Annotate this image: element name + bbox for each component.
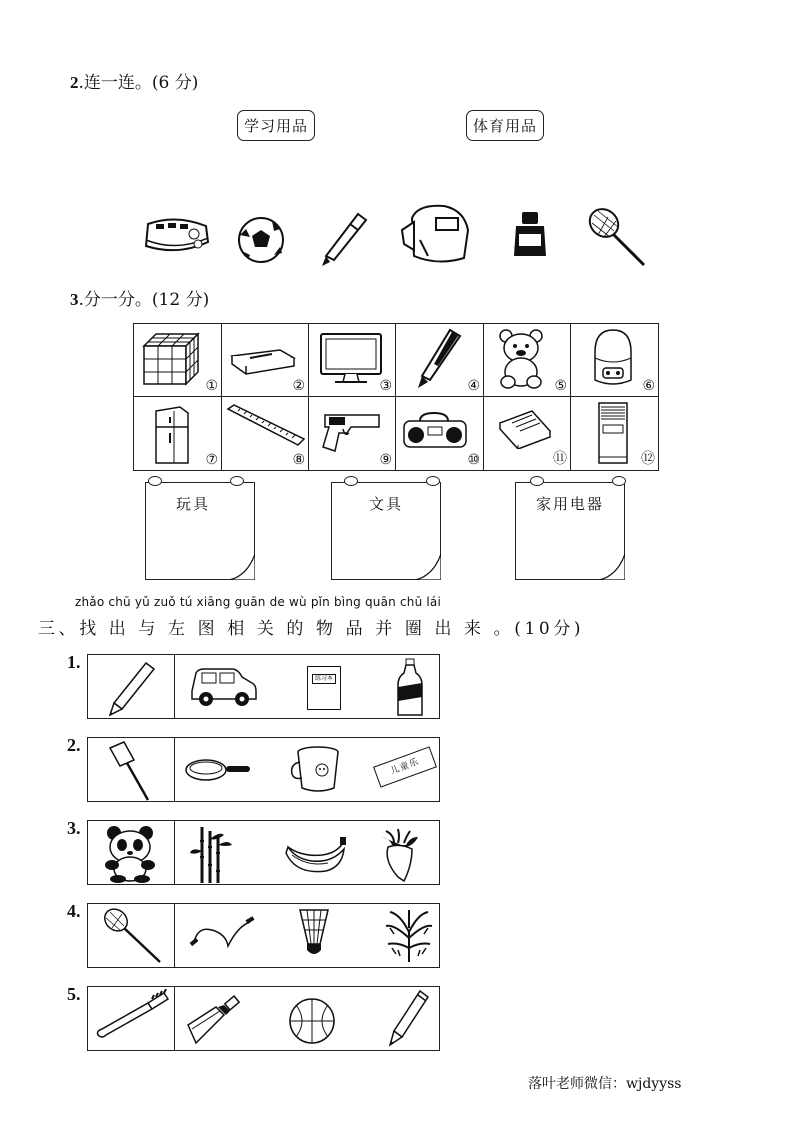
car-icon[interactable] xyxy=(188,665,258,709)
notebook-icon[interactable] xyxy=(307,666,341,710)
note-stationery[interactable] xyxy=(331,482,441,580)
note-title: 文具 xyxy=(368,495,403,513)
rice-cooker-icon xyxy=(589,328,637,390)
row-number: 5. xyxy=(67,984,81,1004)
row-number: 1. xyxy=(67,652,81,672)
rubiks-cube-icon xyxy=(140,330,200,386)
grid-cell-5[interactable] xyxy=(484,324,571,397)
panda-icon xyxy=(100,825,162,883)
pencil-icon xyxy=(108,659,156,717)
shuttlecock-icon[interactable] xyxy=(296,906,332,966)
page-curl-icon xyxy=(599,554,625,580)
row-divider xyxy=(174,655,175,718)
eraser-icon[interactable] xyxy=(373,746,437,787)
match-row-5 xyxy=(87,986,440,1051)
row-divider xyxy=(174,987,175,1050)
binder-ring xyxy=(612,476,626,486)
cell-number: ⑫ xyxy=(641,451,655,467)
category-study-supplies[interactable]: 学习用品 xyxy=(237,110,315,141)
cell-number: ⑥ xyxy=(642,378,655,394)
binder-ring xyxy=(148,476,162,486)
eraser-label: 儿童乐 xyxy=(389,757,421,777)
toothpaste-icon[interactable] xyxy=(184,991,242,1047)
row-number: 2. xyxy=(67,735,81,755)
cell-number: ⑦ xyxy=(205,452,218,468)
row-divider xyxy=(174,821,175,884)
q2-title: 2.连一连。(6 分) xyxy=(70,73,199,93)
pencil-icon[interactable] xyxy=(388,989,430,1049)
grid-cell-3[interactable] xyxy=(309,324,396,397)
grid-cell-2[interactable] xyxy=(222,324,309,397)
radish-icon[interactable] xyxy=(376,827,424,883)
row-divider xyxy=(174,738,175,801)
binder-ring xyxy=(344,476,358,486)
note-appliances[interactable] xyxy=(515,482,625,580)
match-row-4 xyxy=(87,903,440,968)
category-sports-supplies[interactable]: 体育用品 xyxy=(466,110,544,141)
grid-cell-12[interactable] xyxy=(571,397,658,470)
binder-ring xyxy=(426,476,440,486)
grid-cell-6[interactable] xyxy=(571,324,658,397)
ink-bottle-icon[interactable] xyxy=(510,210,550,260)
page-curl-icon xyxy=(415,554,441,580)
note-title: 家用电器 xyxy=(535,495,604,513)
frying-pan-icon[interactable] xyxy=(184,754,252,786)
grid-cell-4[interactable] xyxy=(396,324,484,397)
note-toys[interactable] xyxy=(145,482,255,580)
cell-number: ④ xyxy=(467,378,480,394)
match-row-2 xyxy=(87,737,440,802)
q3-title: 3.分一分。(12 分) xyxy=(70,290,210,310)
television-icon xyxy=(319,332,383,386)
grid-cell-11[interactable] xyxy=(484,397,571,470)
note-title: 玩具 xyxy=(176,495,211,513)
binder-ring xyxy=(530,476,544,486)
row-number: 3. xyxy=(67,818,81,838)
basketball-icon[interactable] xyxy=(288,997,336,1045)
cell-number: ⑩ xyxy=(467,452,480,468)
binder-ring xyxy=(230,476,244,486)
grid-cell-9[interactable] xyxy=(309,397,396,470)
cell-number: ⑧ xyxy=(292,452,305,468)
cup-icon[interactable] xyxy=(288,744,342,794)
pinyin-line: zhǎo chū yǔ zuǒ tú xiāng guān de wù pǐn bìng quān chū lái xyxy=(75,595,442,609)
cell-number: ⑨ xyxy=(379,452,392,468)
cell-number: ⑤ xyxy=(554,378,567,394)
page-curl-icon xyxy=(229,554,255,580)
teddy-bear-icon xyxy=(492,328,552,390)
cell-number: ⑪ xyxy=(553,451,567,467)
pencil-case-icon[interactable] xyxy=(140,212,212,257)
grid-cell-8[interactable] xyxy=(222,397,309,470)
match-row-3 xyxy=(87,820,440,885)
cell-number: ② xyxy=(292,378,305,394)
refrigerator-icon xyxy=(152,403,192,465)
toothbrush-icon xyxy=(94,989,170,1039)
grid-cell-1[interactable] xyxy=(134,324,222,397)
cell-number: ① xyxy=(205,378,218,394)
plant-icon[interactable] xyxy=(384,908,434,964)
bamboo-icon[interactable] xyxy=(188,825,234,885)
bananas-icon[interactable] xyxy=(282,835,348,875)
grid-cell-10[interactable] xyxy=(396,397,484,470)
drink-bottle-icon[interactable] xyxy=(396,657,424,719)
tennis-racket-icon[interactable] xyxy=(584,205,648,269)
cell-number: ③ xyxy=(379,378,392,394)
backpack-icon[interactable] xyxy=(398,200,476,268)
pen-icon[interactable] xyxy=(320,210,370,268)
row-number: 4. xyxy=(67,901,81,921)
book-icon xyxy=(498,409,552,449)
pencil-box-icon xyxy=(230,346,296,376)
row-divider xyxy=(174,904,175,967)
badminton-racket-icon xyxy=(100,906,164,966)
fountain-pen-icon xyxy=(416,328,462,390)
radio-icon xyxy=(402,411,468,451)
spatula-icon xyxy=(108,740,154,802)
q3-item-grid xyxy=(133,323,659,471)
notebook-label: 练习本 xyxy=(312,674,336,684)
footer-contact: 落叶老师微信：wjdyyss xyxy=(528,1076,682,1092)
jump-rope-icon[interactable] xyxy=(188,916,256,952)
air-conditioner-icon xyxy=(595,401,631,465)
section3-title: 三、找 出 与 左 图 相 关 的 物 品 并 圈 出 来 。(10分) xyxy=(38,619,585,639)
toy-gun-icon xyxy=(319,407,383,455)
soccer-ball-icon[interactable] xyxy=(236,215,286,265)
match-row-1 xyxy=(87,654,440,719)
grid-cell-7[interactable] xyxy=(134,397,222,470)
ruler-icon xyxy=(226,403,306,447)
